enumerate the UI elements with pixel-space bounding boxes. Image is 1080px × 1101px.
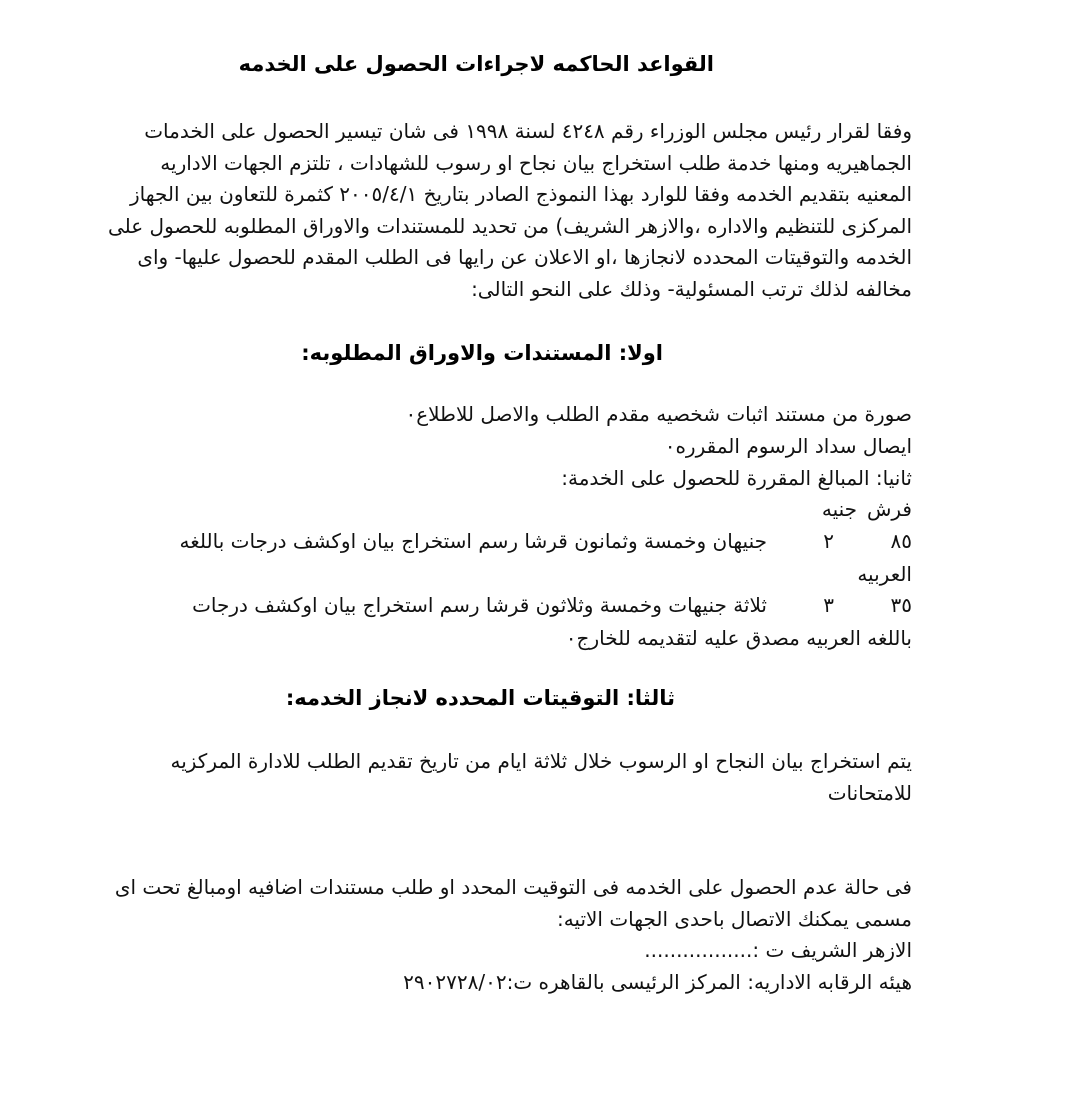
fee-description-continued: العربيه [857, 562, 912, 586]
fee-row [152, 524, 912, 558]
col-pounds-label: جنيه [821, 497, 857, 521]
fee-table-header [152, 492, 912, 526]
section3-heading: ثالثا: التوقيتات المحدده لانجاز الخدمه: [285, 686, 675, 710]
processing-time-paragraph: يتم استخراج بيان النجاح او الرسوب خلال ثلاثة ايام من تاريخ تقديم الطلب للادارة المركزيه للامتحانات [170, 749, 912, 805]
fee-description: جنيهان وخمسة وثمانون قرشا رسم استخراج بيان اوكشف درجات باللغه [179, 529, 767, 553]
document-title: القواعد الحاكمه لاجراءات الحصول على الخدمه [238, 52, 714, 76]
intro-paragraph: وفقا لقرار رئيس مجلس الوزراء رقم ٤٢٤٨ لسنة ١٩٩٨ فى شان تيسير الحصول على الخدمات الجماهيريه ومنها خدمة طلب استخراج بيان نجاح او رسوب للشهادات ، تلتزم الجهات الاداريه المعنيه بتقديم الخدمه وفقا للوارد بهذا النموذج الصادر بتاريخ ٢٠٠٥/٤/١ كثمرة للتعاون بين الجهاز المركزى للتنظيم والاداره ،والازهر الشريف) من تحديد للمستندات والاوراق المطلوبه للحصول على الخدمه والتوقيتات المحدده لانجازها ،او الاعلان عن رايها فى الطلب المقدم للحصول عليها- واى مخالفه لذلك ترتب المسئولية- وذلك على النحو التالى: [107, 119, 912, 301]
fee-piasters: ٣٥ [890, 593, 912, 617]
section2-heading: ثانيا: المبالغ المقررة للحصول على الخدمة: [561, 466, 912, 490]
fee-pounds: ٣ [823, 593, 834, 617]
fee-piasters: ٨٥ [890, 529, 912, 553]
required-doc-item: صورة من مستند اثبات شخصيه مقدم الطلب والاصل للاطلاع٠ [405, 402, 912, 426]
fee-description: ثلاثة جنيهات وخمسة وثلاثون قرشا رسم استخراج بيان اوكشف درجات [192, 593, 767, 617]
contact-azhar: الازهر الشريف ت :................. [644, 938, 912, 962]
col-piasters-label: فرش [866, 497, 912, 521]
section1-heading: اولا: المستندات والاوراق المطلوبه: [301, 341, 663, 365]
required-doc-item: ايصال سداد الرسوم المقرره٠ [664, 434, 912, 458]
fee-row [152, 588, 912, 622]
fee-pounds: ٢ [823, 529, 834, 553]
fee-description-continued: باللغه العربيه مصدق عليه لتقديمه للخارج٠ [565, 626, 912, 650]
contact-administrative-control: هيئه الرقابه الاداريه: المركز الرئيسى بالقاهره ت:٢٩٠٢٧٢٨/٠٢ [403, 970, 912, 994]
contact-paragraph: فى حالة عدم الحصول على الخدمه فى التوقيت المحدد او طلب مستندات اضافيه اومبالغ تحت اى مسمى يمكنك الاتصال باحدى الجهات الاتيه: [114, 875, 912, 931]
